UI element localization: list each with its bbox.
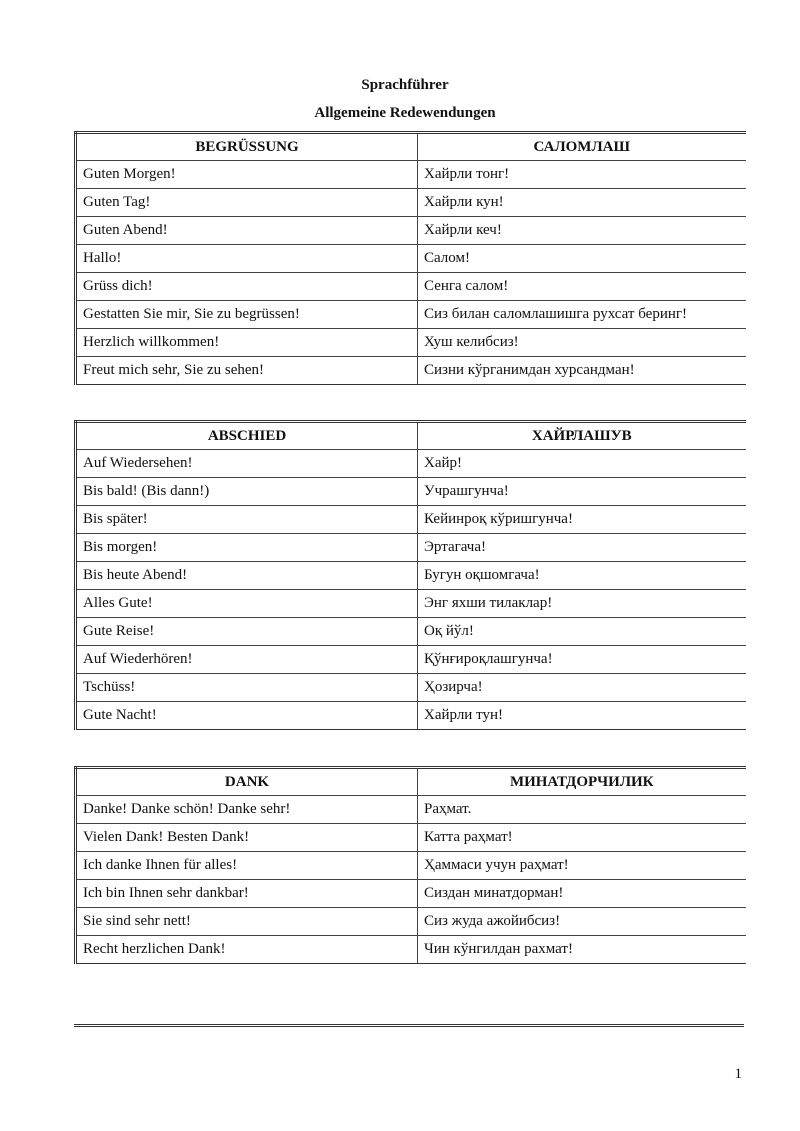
table-row (76, 908, 746, 936)
phrase-german: Guten Tag! (76, 189, 418, 217)
phrase-uzbek: Энг яхши тилаклар! (418, 590, 746, 618)
farewell-table (74, 420, 746, 730)
phrase-uzbek: Катта раҳмат! (418, 824, 746, 852)
phrase-uzbek: Хайр! (418, 450, 746, 478)
table-row (76, 273, 746, 301)
phrase-german: Ich bin Ihnen sehr dankbar! (76, 880, 418, 908)
table-row (76, 562, 746, 590)
phrase-uzbek: Салом! (418, 245, 746, 273)
table-header-row (76, 768, 746, 796)
header-uzbek: ХАЙРЛАШУВ (418, 422, 746, 450)
phrase-german: Auf Wiederhören! (76, 646, 418, 674)
phrase-uzbek: Ҳозирча! (418, 674, 746, 702)
phrase-german: Recht herzlichen Dank! (76, 936, 418, 964)
phrase-german: Gute Reise! (76, 618, 418, 646)
phrase-german: Bis später! (76, 506, 418, 534)
phrase-uzbek: Сизни кўрганимдан хурсандман! (418, 357, 746, 385)
phrase-uzbek: Раҳмат. (418, 796, 746, 824)
table-row (76, 245, 746, 273)
phrase-german: Gestatten Sie mir, Sie zu begrüssen! (76, 301, 418, 329)
phrase-uzbek: Хайрли тонг! (418, 161, 746, 189)
header-uzbek: МИНАТДОРЧИЛИК (418, 768, 746, 796)
phrase-german: Gute Nacht! (76, 702, 418, 730)
table-row (76, 534, 746, 562)
phrase-german: Danke! Danke schön! Danke sehr! (76, 796, 418, 824)
table-row (76, 796, 746, 824)
phrase-german: Freut mich sehr, Sie zu sehen! (76, 357, 418, 385)
phrase-german: Sie sind sehr nett! (76, 908, 418, 936)
table-row (76, 217, 746, 245)
phrase-german: Ich danke Ihnen für alles! (76, 852, 418, 880)
table-row (76, 506, 746, 534)
table-row (76, 450, 746, 478)
phrase-uzbek: Қўнғироқлашгунча! (418, 646, 746, 674)
phrase-german: Guten Abend! (76, 217, 418, 245)
phrase-german: Bis morgen! (76, 534, 418, 562)
document-title: Sprachführer (361, 77, 449, 93)
footer-divider (74, 1024, 744, 1027)
phrase-german: Tschüss! (76, 674, 418, 702)
table-row (76, 852, 746, 880)
table-row (76, 478, 746, 506)
phrase-uzbek: Чин кўнгилдан рахмат! (418, 936, 746, 964)
header-german: DANK (76, 768, 418, 796)
phrase-german: Bis heute Abend! (76, 562, 418, 590)
phrase-uzbek: Оқ йўл! (418, 618, 746, 646)
phrase-uzbek: Бугун оқшомгача! (418, 562, 746, 590)
phrase-uzbek: Хайрли кун! (418, 189, 746, 217)
table-row (76, 880, 746, 908)
header-german: BEGRÜSSUNG (76, 133, 418, 161)
table-row (76, 189, 746, 217)
table-row (76, 590, 746, 618)
table-row (76, 824, 746, 852)
phrase-uzbek: Кейинроқ кўришгунча! (418, 506, 746, 534)
phrase-german: Alles Gute! (76, 590, 418, 618)
table-row (76, 674, 746, 702)
phrase-uzbek: Сенга салом! (418, 273, 746, 301)
document-subtitle: Allgemeine Redewendungen (314, 105, 496, 121)
phrase-german: Grüss dich! (76, 273, 418, 301)
header-uzbek: САЛОМЛАШ (418, 133, 746, 161)
phrase-german: Hallo! (76, 245, 418, 273)
phrase-german: Herzlich willkommen! (76, 329, 418, 357)
header-german: ABSCHIED (76, 422, 418, 450)
phrase-german: Vielen Dank! Besten Dank! (76, 824, 418, 852)
table-row (76, 646, 746, 674)
phrase-uzbek: Учрашгунча! (418, 478, 746, 506)
table-row (76, 329, 746, 357)
phrase-uzbek: Сиздан минатдорман! (418, 880, 746, 908)
table-header-row (76, 133, 746, 161)
phrase-german: Guten Morgen! (76, 161, 418, 189)
page-number: 1 (734, 1066, 742, 1082)
phrase-german: Bis bald! (Bis dann!) (76, 478, 418, 506)
phrase-uzbek: Сиз жуда ажойибсиз! (418, 908, 746, 936)
table-row (76, 357, 746, 385)
phrase-uzbek: Хайрли тун! (418, 702, 746, 730)
table-row (76, 161, 746, 189)
greeting-table (74, 131, 746, 385)
table-header-row (76, 422, 746, 450)
phrase-german: Auf Wiedersehen! (76, 450, 418, 478)
table-row (76, 301, 746, 329)
phrase-uzbek: Эртагача! (418, 534, 746, 562)
table-row (76, 702, 746, 730)
table-row (76, 936, 746, 964)
phrase-uzbek: Ҳаммаси учун раҳмат! (418, 852, 746, 880)
phrase-uzbek: Сиз билан саломлашишга рухсат беринг! (418, 301, 746, 329)
thanks-table (74, 766, 746, 964)
phrase-uzbek: Хуш келибсиз! (418, 329, 746, 357)
table-row (76, 618, 746, 646)
phrase-uzbek: Хайрли кеч! (418, 217, 746, 245)
